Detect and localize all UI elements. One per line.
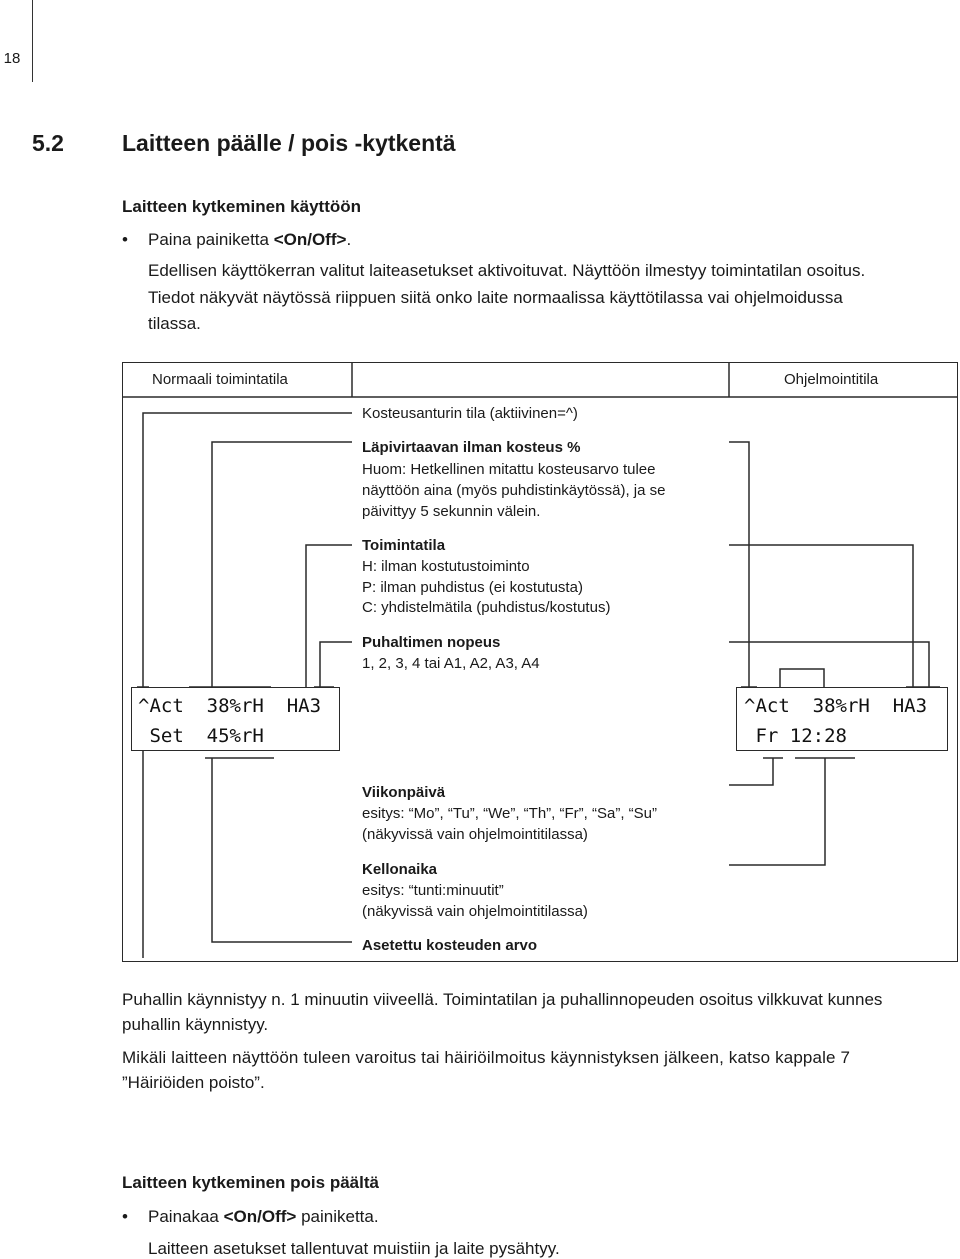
mode-title	[362, 537, 445, 554]
fan-start-paragraph-line-2: puhallin käynnistyy.	[122, 1015, 269, 1034]
fan-speed-title-text: Puhaltimen nopeus	[362, 634, 501, 651]
humidity-note-line-1: Huom: Hetkellinen mitattu kosteusarvo tulee	[362, 461, 656, 478]
page-number: 18	[3, 50, 21, 67]
weekday-title	[362, 784, 445, 801]
instruction-text: Paina painiketta	[148, 230, 274, 249]
weekday-title-text: Viikonpäivä	[362, 784, 446, 801]
switch-on-paragraph-line-1: Edellisen käyttökerran valitut laiteasetukset aktivoituvat. Näyttöön ilmestyy toimintatilan osoitus.	[148, 261, 866, 280]
clock-note: (näkyvissä vain ohjelmointitilassa)	[362, 903, 588, 920]
off-instruction-text: Painakaa	[148, 1207, 224, 1226]
switch-off-bullet: •	[122, 1207, 128, 1226]
fan-speed-values: 1, 2, 3, 4 tai A1, A2, A3, A4	[362, 655, 540, 672]
switch-off-paragraph: Laitteen asetukset tallentuvat muistiin ja laite pysähtyy.	[148, 1239, 560, 1258]
lcd-programming-line-1: ^Act 38%rH HA3	[744, 695, 928, 717]
fault-paragraph-line-1: Mikäli laitteen näyttöön tuleen varoitus tai häiriöilmoitus käynnistyksen jälkeen, katso kappale 7	[122, 1048, 851, 1067]
off-on-off-key: <On/Off>	[223, 1207, 297, 1226]
setpoint-title	[362, 937, 537, 954]
on-off-key: <On/Off>	[273, 230, 347, 249]
switch-on-heading: Laitteen kytkeminen käyttöön	[122, 197, 362, 216]
clock-title	[362, 861, 437, 878]
sensor-state-label: Kosteusanturin tila (aktiivinen=^)	[362, 405, 578, 422]
switch-on-bullet: •	[122, 230, 128, 249]
humidity-title-text: Läpivirtaavan ilman kosteus %	[362, 439, 581, 456]
clock-format: esitys: “tunti:minuutit”	[362, 882, 504, 899]
mode-line-h: H: ilman kostutustoiminto	[362, 558, 530, 575]
humidity-title	[362, 439, 580, 456]
mode-line-p: P: ilman puhdistus (ei kostutusta)	[362, 579, 583, 596]
programming-mode-header: Ohjelmointitila	[784, 371, 879, 388]
lcd-normal-line-2: Set 45%rH	[138, 725, 264, 747]
normal-mode-header: Normaali toimintatila	[152, 371, 288, 388]
weekday-note: (näkyvissä vain ohjelmointitilassa)	[362, 826, 588, 843]
lcd-normal-line-1: ^Act 38%rH HA3	[138, 695, 322, 717]
switch-on-paragraph-line-3: tilassa.	[148, 314, 201, 333]
section-title: Laitteen päälle / pois -kytkentä	[122, 130, 456, 156]
fan-speed-title	[362, 634, 500, 651]
clock-title-text: Kellonaika	[362, 861, 438, 878]
humidity-note-line-2: näyttöön aina (myös puhdistinkäytössä), ja se	[362, 482, 666, 499]
mode-line-c: C: yhdistelmätila (puhdistus/kostutus)	[362, 599, 611, 616]
instruction-end: .	[346, 230, 352, 249]
weekday-format: esitys: “Mo”, “Tu”, “We”, “Th”, “Fr”, “Sa”, “Su”	[362, 805, 657, 822]
switch-on-paragraph-line-2: Tiedot näkyvät näytössä riippuen siitä onko laite normaalissa käyttötilassa vai ohjelmoidussa	[148, 288, 843, 307]
lcd-programming-line-2: Fr 12:28	[744, 725, 847, 747]
switch-off-heading: Laitteen kytkeminen pois päältä	[122, 1173, 379, 1192]
switch-off-instruction	[148, 1207, 379, 1227]
humidity-note-line-3: päivittyy 5 sekunnin välein.	[362, 503, 541, 520]
fan-start-paragraph-line-1: Puhallin käynnistyy n. 1 minuutin viiveellä. Toimintatilan ja puhallinnopeuden osoitus vilkkuvat kunnes	[122, 990, 883, 1009]
fault-paragraph-line-2: ”Häiriöiden poisto”.	[122, 1073, 265, 1092]
mode-title-text: Toimintatila	[362, 537, 446, 554]
setpoint-title-text: Asetettu kosteuden arvo	[362, 937, 538, 954]
off-instruction-end: painiketta.	[296, 1207, 379, 1226]
section-number: 5.2	[32, 130, 64, 156]
